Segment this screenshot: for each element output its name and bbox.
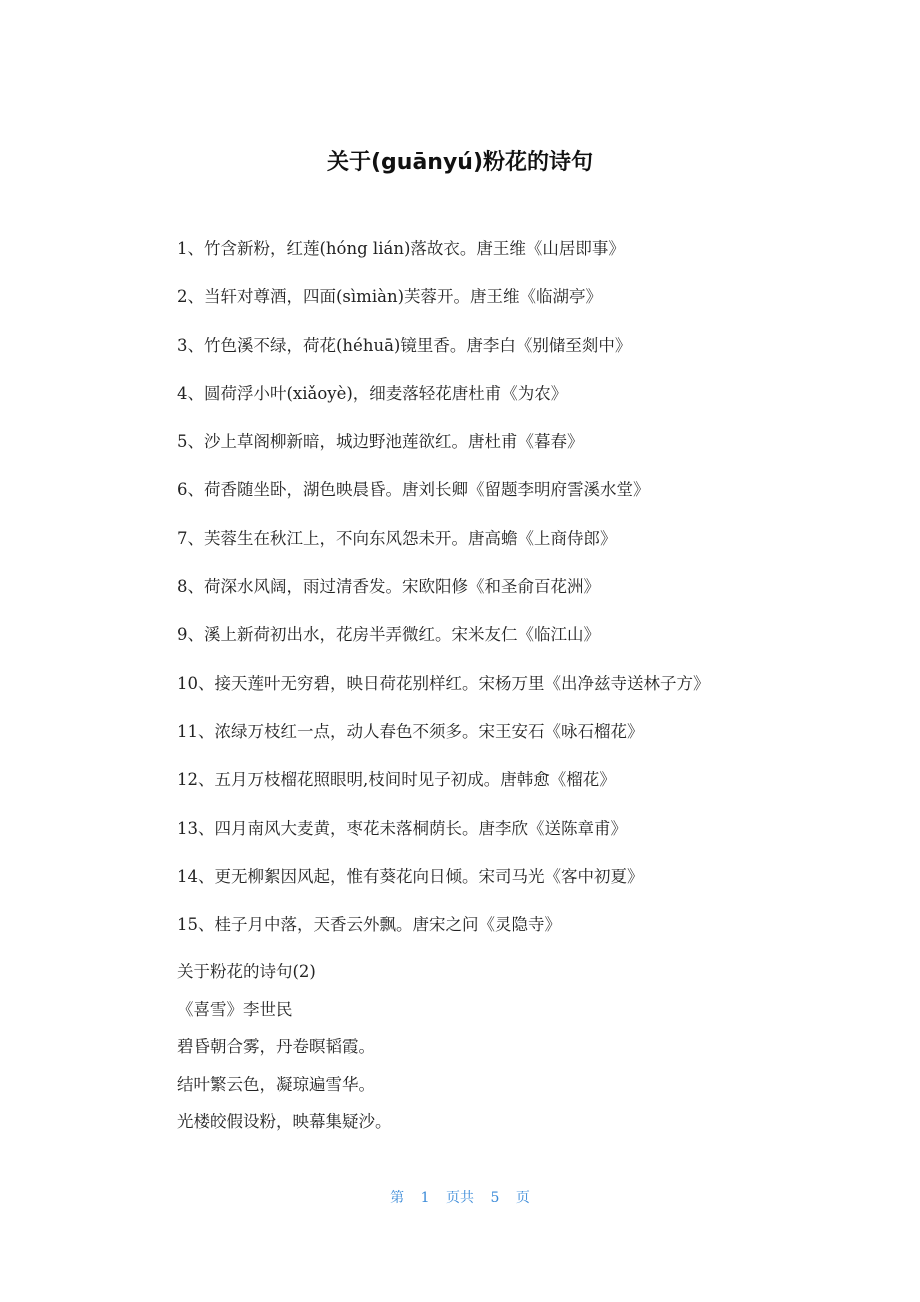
poem-verse: 结叶繁云色，凝琼遍雪华。 [177,1074,375,1094]
list-item: 13、四月南风大麦黄，枣花未落桐荫长。唐李欣《送陈章甫》 [177,818,627,838]
list-item: 12、五月万枝榴花照眼明,枝间时见子初成。唐韩愈《榴花》 [177,770,616,790]
current-page-number: 1 [420,1190,430,1206]
list-item: 4、圆荷浮小叶(xiǎoyè)，细麦落轻花唐杜甫《为农》 [177,383,568,403]
list-item: 7、芙蓉生在秋江上，不向东风怨未开。唐高蟾《上商侍郎》 [177,528,617,548]
list-item: 2、当轩对尊酒，四面(sìmiàn)芙蓉开。唐王维《临湖亭》 [177,287,603,307]
poem-title: 《喜雪》李世民 [177,999,293,1019]
footer-label: 第 [390,1190,405,1206]
list-item: 3、竹色溪不绿，荷花(héhuā)镜里香。唐李白《别储至剡中》 [177,335,632,355]
section-2 [177,955,877,1143]
list-item: 5、沙上草阁柳新暗，城边野池莲欲红。唐杜甫《暮春》 [177,432,584,452]
page-title: 关于(guānyú)粉花的诗句 [326,150,594,175]
list-item: 6、荷香随坐卧，湖色映晨昏。唐刘长卿《留题李明府霅溪水堂》 [177,480,650,500]
list-item: 10、接天莲叶无穷碧，映日荷花别样红。宋杨万里《出净兹寺送林子方》 [177,673,710,693]
poem-verse: 碧昏朝合雾，丹卷暝韬霞。 [177,1037,375,1056]
page-footer [0,1186,920,1210]
footer-label: 页 [515,1190,530,1206]
section-heading: 关于粉花的诗句(2) [177,962,316,981]
list-item: 8、荷深水风阔，雨过清香发。宋欧阳修《和圣俞百花洲》 [177,577,600,597]
poem-list [177,232,877,956]
list-item: 14、更无柳絮因风起，惟有葵花向日倾。宋司马光《客中初夏》 [177,866,644,886]
total-page-count: 5 [490,1190,500,1206]
list-item: 9、溪上新荷初出水，花房半弄微红。宋米友仁《临江山》 [177,625,600,645]
footer-label: 页共 [446,1190,474,1206]
poem-verse: 光楼皎假设粉，映幕集疑沙。 [177,1112,392,1131]
list-item: 11、浓绿万枝红一点，动人春色不须多。宋王安石《咏石榴花》 [177,721,644,741]
list-item: 1、竹含新粉，红莲(hóng lián)落故衣。唐王维《山居即事》 [177,239,625,258]
list-item: 15、桂子月中落，天香云外飘。唐宋之问《灵隐寺》 [177,915,561,935]
